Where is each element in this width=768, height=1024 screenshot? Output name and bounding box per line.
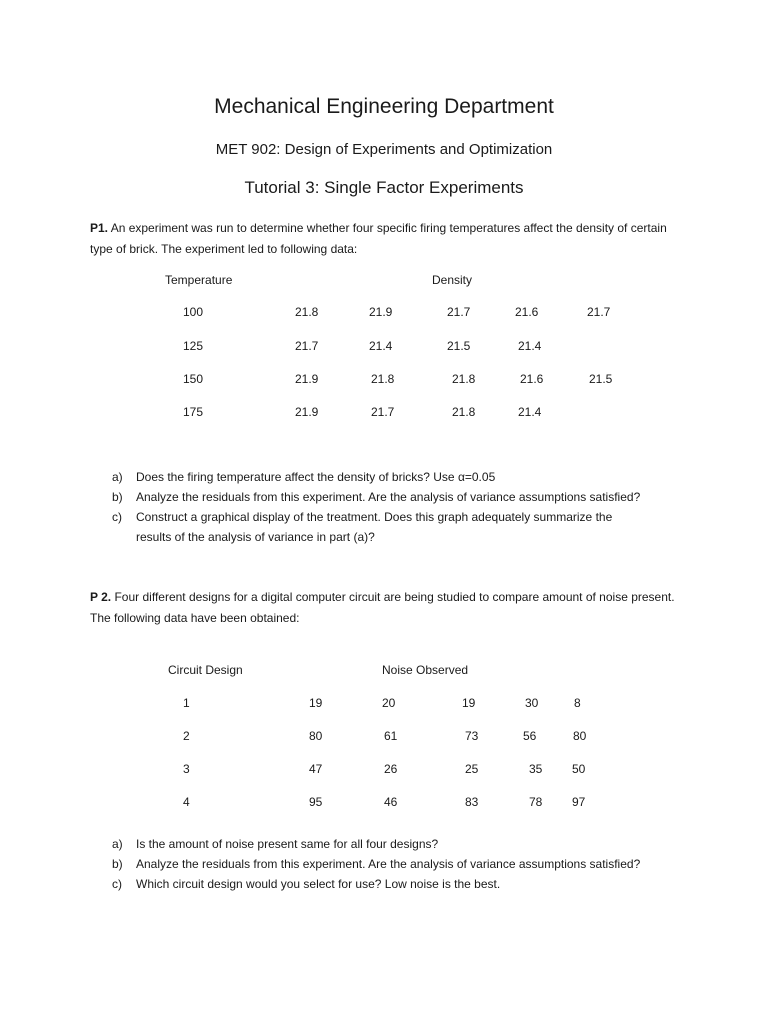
question-text: Analyze the residuals from this experiment. Are the analysis of variance assumptions satisfied? [136, 490, 641, 504]
p2-value: 20 [382, 696, 396, 710]
p2-value: 80 [573, 729, 587, 743]
p2-value: 47 [309, 762, 323, 776]
p1-value: 21.7 [371, 405, 395, 419]
p2-level: 3 [183, 762, 190, 776]
p2-value: 56 [523, 729, 537, 743]
list-item [112, 467, 672, 487]
question-text: Does the firing temperature affect the density of bricks? Use α=0.05 [136, 470, 496, 484]
list-item [112, 834, 672, 854]
list-item [112, 874, 672, 894]
p1-value: 21.9 [295, 372, 319, 386]
p2-value: 46 [384, 795, 398, 809]
p2-value: 8 [574, 696, 581, 710]
p2-level: 1 [183, 696, 190, 710]
p1-value: 21.6 [520, 372, 544, 386]
p2-value: 25 [465, 762, 479, 776]
course-title: MET 902: Design of Experiments and Optimization [215, 141, 553, 158]
p2-value: 50 [572, 762, 586, 776]
p2-text: Four different designs for a digital computer circuit are being studied to compare amount of noise present. The following data have been obtained: [90, 590, 675, 625]
p1-level: 125 [183, 339, 204, 353]
question-mark: c) [112, 510, 122, 524]
list-item [112, 487, 672, 507]
p1-value: 21.8 [371, 372, 395, 386]
p1-statement [90, 218, 690, 260]
p2-value: 26 [384, 762, 398, 776]
p1-label: P1. [90, 221, 109, 235]
p2-value: 80 [309, 729, 323, 743]
p2-value: 97 [572, 795, 586, 809]
p2-statement [90, 587, 690, 629]
p2-value: 78 [529, 795, 543, 809]
p1-value: 21.8 [452, 372, 476, 386]
p2-col-response: Noise Observed [382, 663, 469, 677]
p1-value: 21.9 [369, 305, 393, 319]
p2-value: 73 [465, 729, 479, 743]
p2-value: 35 [529, 762, 543, 776]
question-mark: a) [112, 470, 123, 484]
p1-value: 21.8 [452, 405, 476, 419]
p1-value: 21.8 [295, 305, 319, 319]
p1-level: 175 [183, 405, 204, 419]
p1-col-response: Density [432, 273, 473, 287]
p1-value: 21.4 [369, 339, 393, 353]
question-text: Which circuit design would you select for use? Low noise is the best. [136, 877, 501, 891]
p1-col-factor: Temperature [165, 273, 233, 287]
p2-value: 30 [525, 696, 539, 710]
question-mark [112, 527, 136, 547]
p2-label: P 2. [90, 590, 112, 604]
p2-value: 61 [384, 729, 398, 743]
question-mark: a) [112, 837, 123, 851]
p1-value: 21.9 [295, 405, 319, 419]
question-mark: b) [112, 490, 123, 504]
p2-level: 4 [183, 795, 190, 809]
question-text: Is the amount of noise present same for all four designs? [136, 837, 439, 851]
p1-questions [112, 467, 672, 547]
department-title: Mechanical Engineering Department [214, 95, 554, 118]
p2-value: 19 [462, 696, 476, 710]
question-text: results of the analysis of variance in part (a)? [136, 530, 375, 544]
p2-questions [112, 834, 672, 894]
p2-value: 19 [309, 696, 323, 710]
list-item [112, 507, 672, 527]
p1-value: 21.7 [447, 305, 471, 319]
question-text: Construct a graphical display of the treatment. Does this graph adequately summarize the [136, 510, 613, 524]
question-text: Analyze the residuals from this experiment. Are the analysis of variance assumptions satisfied? [136, 857, 641, 871]
p1-level: 100 [183, 305, 204, 319]
p2-value: 83 [465, 795, 479, 809]
p1-level: 150 [183, 372, 204, 386]
p1-value: 21.6 [515, 305, 539, 319]
p2-value: 95 [309, 795, 323, 809]
question-mark: b) [112, 857, 123, 871]
question-mark: c) [112, 877, 122, 891]
p1-value: 21.4 [518, 339, 542, 353]
p1-value: 21.7 [587, 305, 611, 319]
tutorial-title: Tutorial 3: Single Factor Experiments [244, 178, 524, 197]
p1-value: 21.5 [589, 372, 613, 386]
p1-value: 21.7 [295, 339, 319, 353]
p1-value: 21.5 [447, 339, 471, 353]
p2-col-factor: Circuit Design [168, 663, 243, 677]
list-item [112, 527, 672, 547]
p1-text: An experiment was run to determine whether four specific firing temperatures affect the density of certain type of brick. The experiment led to following data: [90, 221, 667, 256]
p2-level: 2 [183, 729, 190, 743]
list-item [112, 854, 672, 874]
p1-value: 21.4 [518, 405, 542, 419]
